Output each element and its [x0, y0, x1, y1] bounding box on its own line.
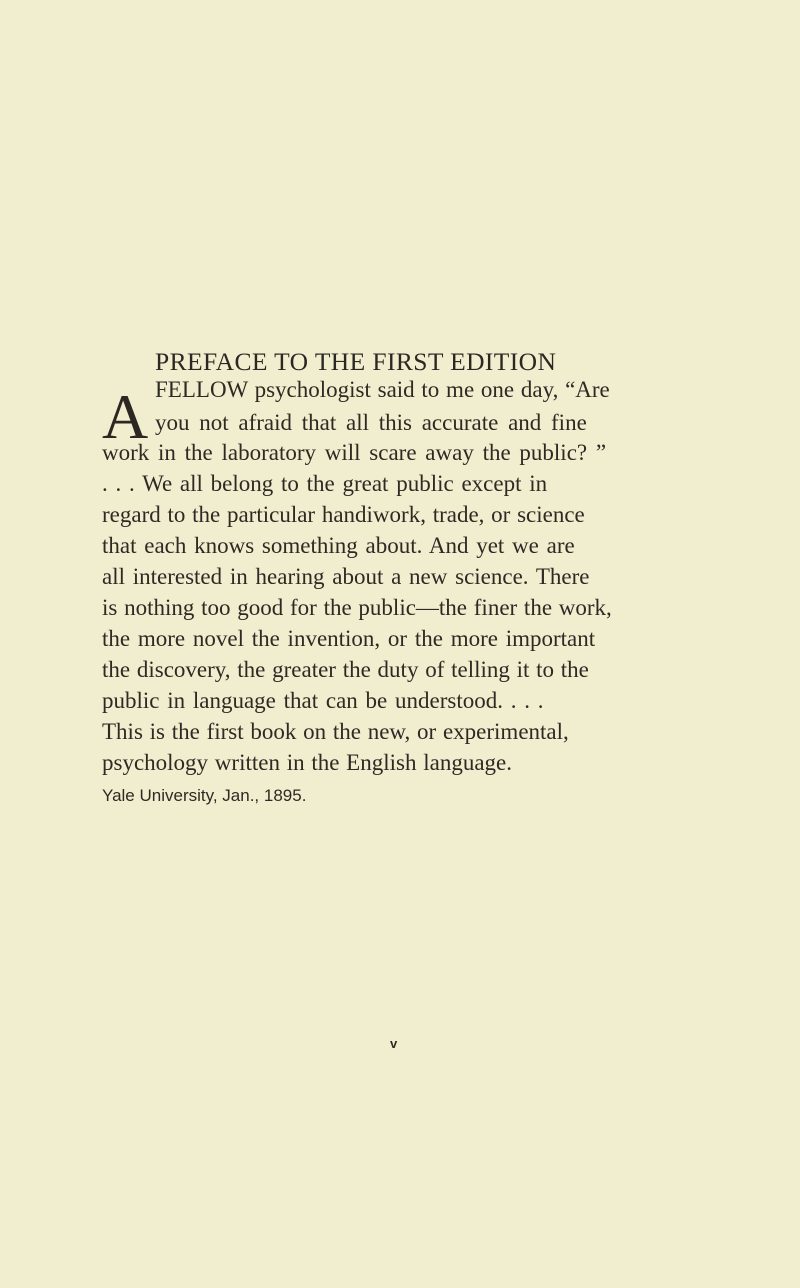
- drop-capital: A: [102, 381, 149, 452]
- body-text-line: is nothing too good for the public—the finer the work,: [102, 595, 612, 620]
- body-text-line: This is the first book on the new, or experimental,: [102, 719, 569, 744]
- body-text-line: all interested in hearing about a new science. There: [102, 564, 590, 589]
- body-text-line: psychology written in the English language.: [102, 750, 512, 775]
- body-text-line: you not afraid that all this accurate and fine: [155, 410, 587, 435]
- body-text-line: that each knows something about. And yet we are: [102, 533, 575, 558]
- body-text-line: public in language that can be understood. . . .: [102, 688, 544, 713]
- body-text-line: FELLOW psychologist said to me one day, “Are: [155, 377, 610, 402]
- page-number: v: [390, 1036, 398, 1051]
- page-title: PREFACE TO THE FIRST EDITION: [155, 347, 557, 376]
- body-text-line: work in the laboratory will scare away the public? ”: [102, 440, 607, 465]
- signoff-date: Yale University, Jan., 1895.: [102, 786, 307, 805]
- body-text-line: . . . We all belong to the great public except in: [102, 471, 548, 496]
- body-text-line: the more novel the invention, or the more important: [102, 626, 596, 651]
- body-text-line: regard to the particular handiwork, trade, or science: [102, 502, 585, 527]
- body-text-line: the discovery, the greater the duty of telling it to the: [102, 657, 589, 682]
